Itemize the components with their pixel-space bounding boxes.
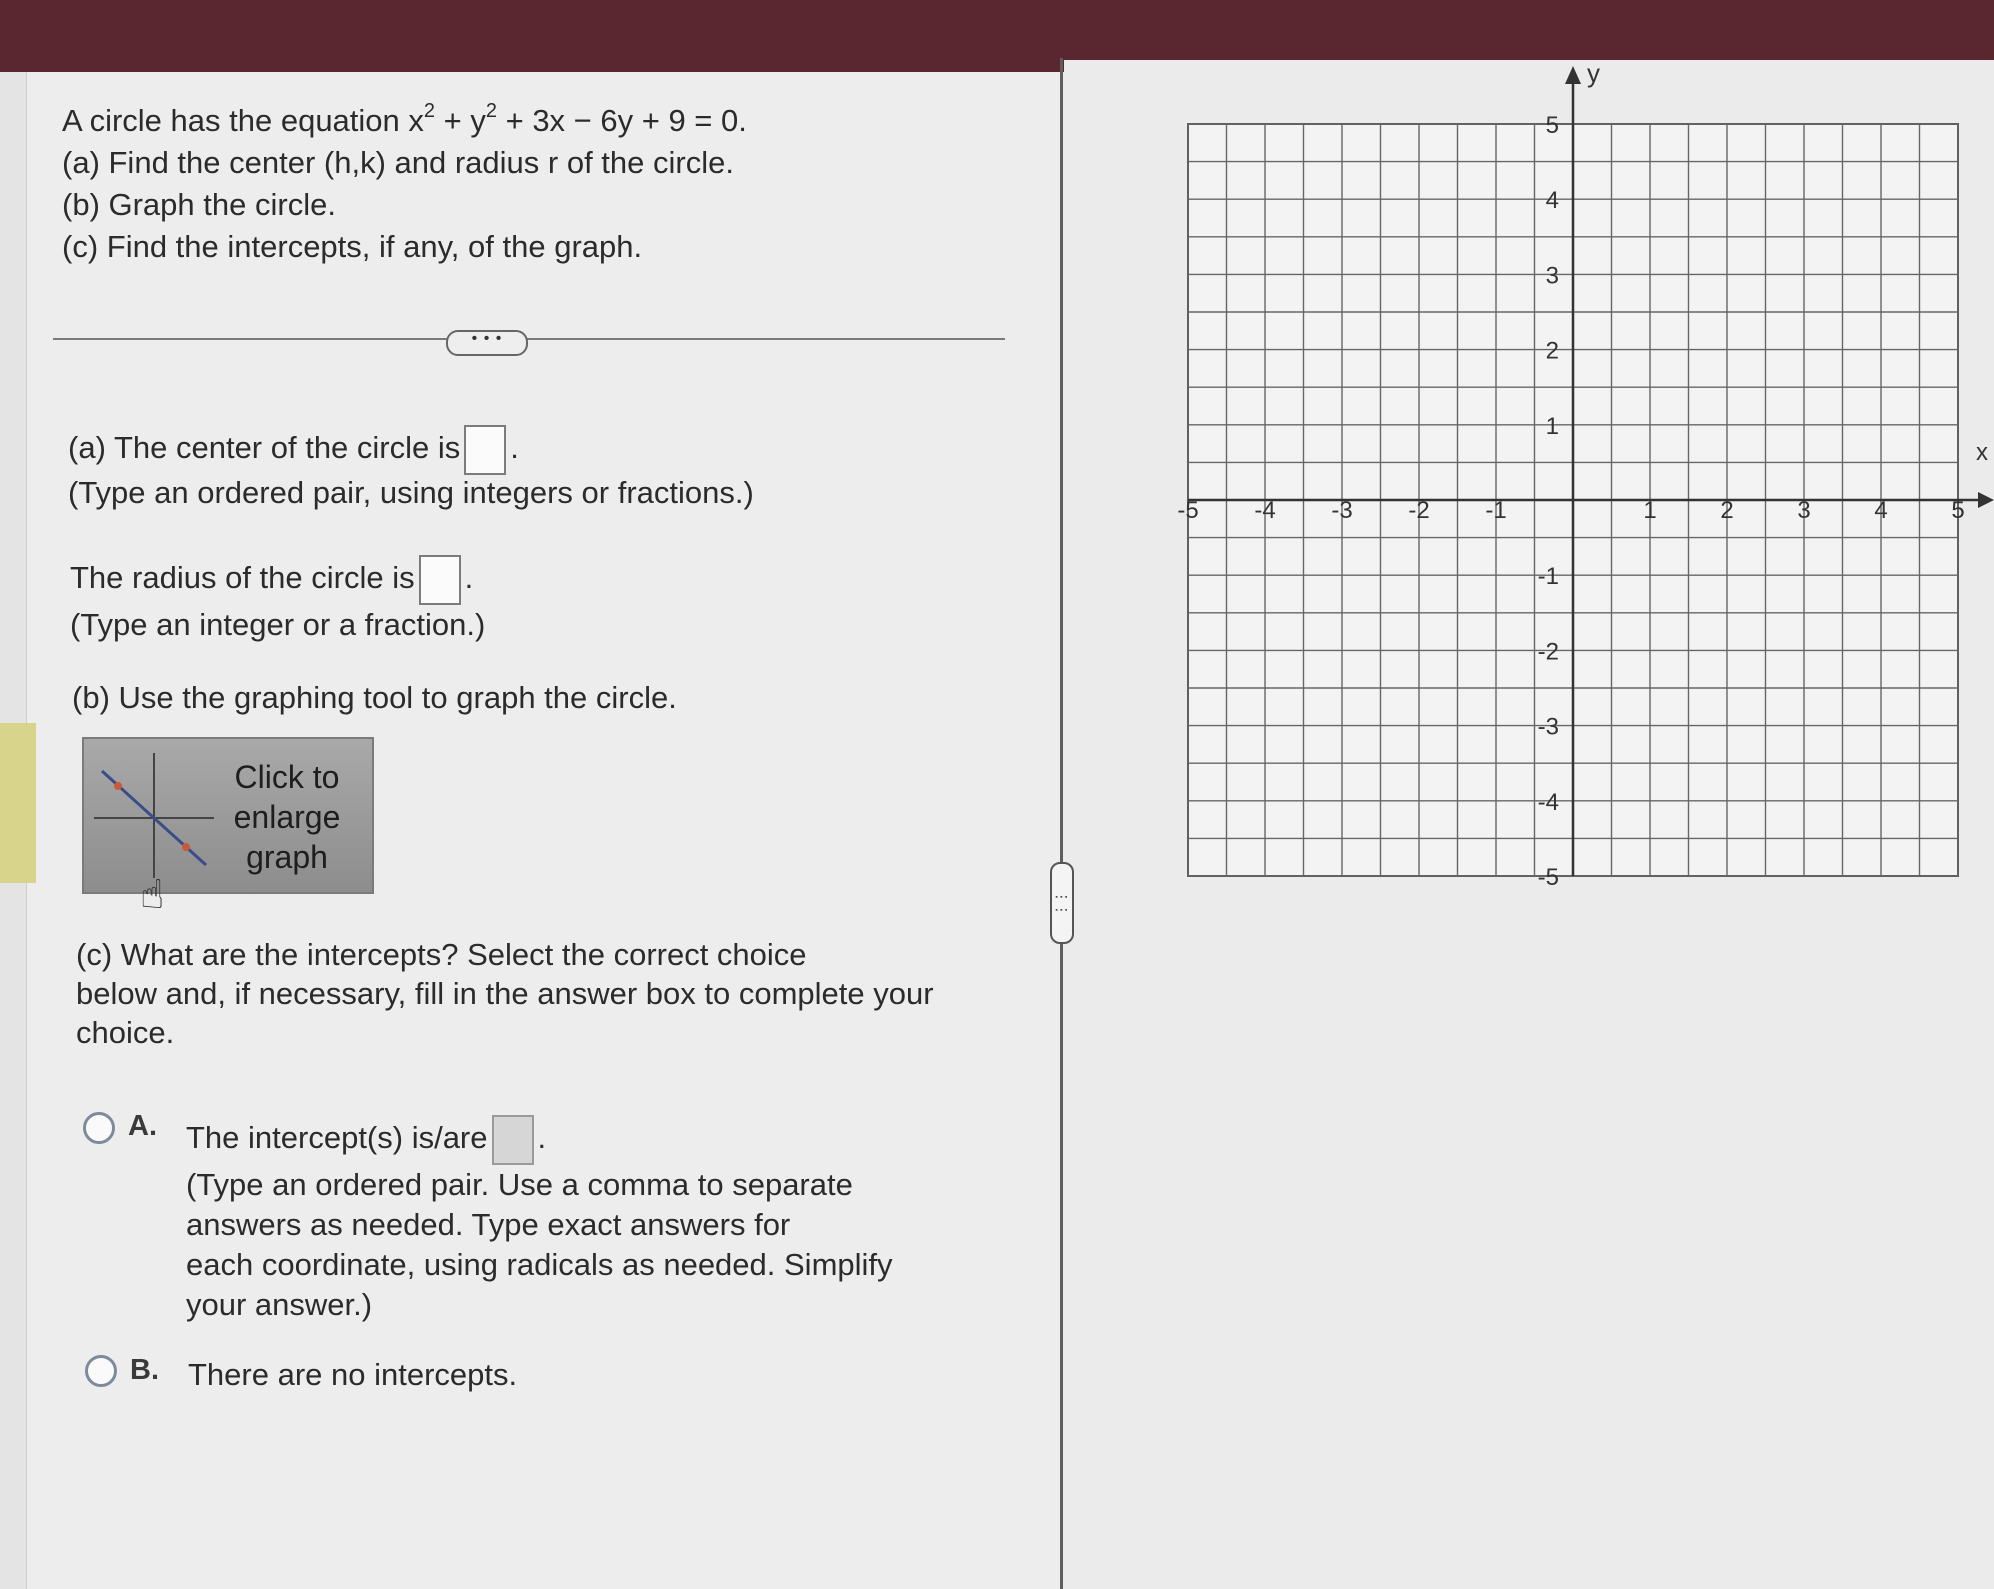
intercepts-question: (c) What are the intercepts? Select the correct choice below and, if necessary, fill in the answer box to complete your choice.: [76, 937, 934, 1050]
x-tick-label: 1: [1643, 497, 1657, 524]
radius-answer-box[interactable]: [419, 555, 461, 605]
hand-cursor-icon: ☝: [140, 873, 165, 917]
x-tick-label: -3: [1331, 497, 1353, 524]
y-tick-label: 4: [1545, 187, 1559, 215]
center-answer-box[interactable]: [464, 425, 506, 475]
x-axis-arrow-icon: [1978, 492, 1994, 508]
y-tick-label: -1: [1537, 563, 1559, 591]
graph-thumbnail-icon: [94, 753, 214, 878]
section-divider: [53, 338, 1005, 340]
y-tick-label: 3: [1545, 262, 1559, 290]
option-a-letter: A.: [128, 1110, 157, 1142]
problem-part-c: (c) Find the intercepts, if any, of the graph.: [62, 229, 643, 264]
radius-question: The radius of the circle is .: [70, 555, 473, 605]
problem-equation: A circle has the equation $x^2 + y^2 + 3x - 6y + 9 = 0$.: [62, 100, 747, 138]
x-tick-label: -5: [1177, 497, 1199, 524]
center-question: (a) The center of the circle is .: [68, 425, 519, 475]
coordinate-graph[interactable]: [1160, 60, 1994, 890]
option-a-text: The intercept(s) is/are . (Type an ordered pair. Use a comma to separate answers as needed. Type exact answers for each coordinate, using radicals as needed. Simplify your answer.): [186, 1115, 893, 1325]
problem-statement: [62, 100, 747, 268]
y-tick-label: -3: [1537, 713, 1559, 741]
x-tick-label: -1: [1485, 497, 1507, 524]
y-tick-label: 5: [1545, 112, 1559, 139]
panel-divider: [1060, 58, 1063, 1589]
x-tick-label: 5: [1951, 497, 1965, 524]
x-tick-label: -2: [1408, 497, 1430, 524]
y-tick-label: -5: [1537, 864, 1559, 890]
option-b-radio[interactable]: [85, 1355, 117, 1387]
more-options-button[interactable]: • • •: [446, 330, 528, 356]
enlarge-graph-button[interactable]: [82, 737, 374, 894]
graph-instruction: (b) Use the graphing tool to graph the circle.: [72, 680, 677, 715]
intercepts-answer-box[interactable]: [492, 1115, 534, 1165]
radius-hint: (Type an integer or a fraction.): [70, 607, 486, 642]
y-axis-arrow-icon: [1565, 66, 1581, 84]
option-b-text: There are no intercepts.: [188, 1357, 518, 1392]
x-tick-label: -4: [1254, 497, 1276, 524]
y-axis-label: y: [1587, 60, 1600, 88]
option-b-letter: B.: [130, 1354, 159, 1386]
y-tick-label: 1: [1545, 412, 1559, 440]
x-tick-label: 2: [1720, 497, 1734, 524]
center-hint: (Type an ordered pair, using integers or fractions.): [68, 475, 754, 510]
y-tick-label: -2: [1537, 638, 1559, 666]
side-tab[interactable]: [0, 723, 36, 883]
option-a-radio[interactable]: [83, 1112, 115, 1144]
problem-part-a: (a) Find the center (h,k) and radius r of the circle.: [62, 145, 734, 180]
problem-part-b: (b) Graph the circle.: [62, 187, 336, 222]
panel-splitter-handle[interactable]: ⋮⋮: [1050, 862, 1074, 944]
enlarge-graph-label: Click to enlarge graph: [233, 759, 341, 875]
x-tick-label: 3: [1797, 497, 1811, 524]
y-tick-label: 2: [1545, 337, 1559, 365]
x-axis-label: x: [1976, 439, 1988, 466]
y-tick-label: -4: [1537, 788, 1559, 816]
x-tick-label: 4: [1874, 497, 1888, 524]
